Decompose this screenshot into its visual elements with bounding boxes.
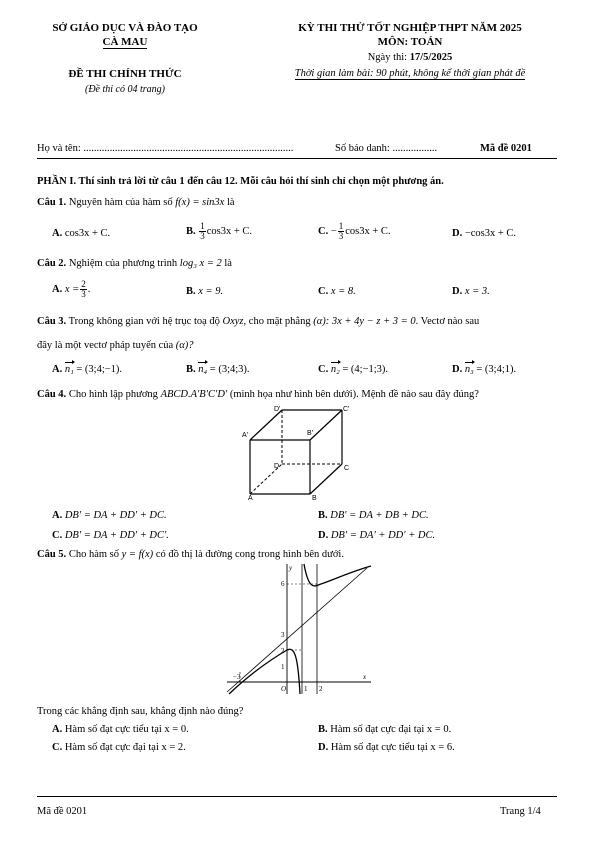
option-text: DB′ = DA + DD′ + DC. xyxy=(64,510,167,521)
option-text: = (3;4;3). xyxy=(207,364,250,375)
question-text-2: , cho mặt phẳng xyxy=(243,316,311,327)
question-1 xyxy=(37,197,235,208)
exam-date-label: Ngày thi: xyxy=(367,52,408,63)
question-3 xyxy=(37,316,479,327)
q2-option-a[interactable] xyxy=(52,280,90,299)
option-label: D. xyxy=(452,286,463,297)
option-label: D. xyxy=(318,530,329,541)
page-number: Trang 1/4 xyxy=(500,806,541,817)
official-exam-label: ĐỀ THI CHÍNH THỨC xyxy=(68,68,182,80)
option-label: A. xyxy=(52,228,63,239)
exam-date xyxy=(255,52,565,63)
label-c: C xyxy=(344,465,350,472)
option-text: x = 8. xyxy=(330,286,356,297)
label-d: D xyxy=(274,463,280,470)
vector-symbol: n₄ xyxy=(198,364,208,375)
axis-label-y: y xyxy=(289,564,293,572)
part1-title: PHẦN I. Thí sinh trả lời từ câu 1 đến câu 12. Mỗi câu hỏi thí sinh chỉ chọn một phương án. xyxy=(37,176,444,187)
question-text: Cho hàm số xyxy=(68,549,119,560)
option-text: = (3;4;−1). xyxy=(73,364,123,375)
option-text: Hàm số đạt cực tiểu tại x = 6. xyxy=(330,742,455,753)
fraction xyxy=(199,222,206,241)
candidate-id-field[interactable]: Số báo danh: ................. xyxy=(335,143,438,154)
fraction-den: 3 xyxy=(338,231,344,241)
option-label: B. xyxy=(186,225,196,237)
q1-option-b[interactable] xyxy=(186,222,252,241)
cube-name: ABCD.A′B′C′D′ xyxy=(160,389,228,400)
tick-x1: 1 xyxy=(304,685,308,693)
option-label: D. xyxy=(318,742,329,753)
cube-figure xyxy=(238,404,358,500)
fraction-num: 2 xyxy=(81,279,86,289)
edge-a1d1 xyxy=(250,410,282,440)
fraction-num: 1 xyxy=(338,221,344,231)
subject: MÔN: TOÁN xyxy=(377,36,443,48)
option-label: B. xyxy=(318,724,328,735)
q1-option-a[interactable] xyxy=(52,228,110,239)
q4-option-b[interactable] xyxy=(318,510,429,521)
option-text: = (4;−1;3). xyxy=(339,364,389,375)
q5-option-c[interactable] xyxy=(52,742,186,753)
question-tail: là xyxy=(226,197,235,208)
question-text: Nghiệm của phương trình xyxy=(68,258,178,269)
tick-x2: 2 xyxy=(319,685,323,693)
option-text: cos3x + C. xyxy=(64,228,111,239)
label-a: A xyxy=(248,495,253,500)
option-label: B. xyxy=(186,286,196,297)
exam-code: Mã đề 0201 xyxy=(480,143,532,154)
question-number: Câu 5. xyxy=(37,549,67,560)
dept-name: SỞ GIÁO DỤC VÀ ĐÀO TẠO xyxy=(52,22,198,34)
function-graph xyxy=(225,562,375,702)
curve-right-branch xyxy=(304,564,371,586)
option-text: x = 9. xyxy=(198,286,224,297)
option-text: cos3x + C. xyxy=(345,225,391,237)
tick-1: 1 xyxy=(281,663,285,671)
label-c1: C' xyxy=(343,406,350,413)
option-text: x = 3. xyxy=(464,286,490,297)
question-tail: là xyxy=(224,258,232,269)
q1-option-c[interactable]: C. − $\frac{1}{3}$ cos3x + C. xyxy=(318,221,391,241)
q2-option-b[interactable] xyxy=(186,286,223,297)
tick-minus3: −3 xyxy=(233,673,241,681)
question-text: đây là một vectơ pháp tuyến của xyxy=(37,340,174,351)
option-var: x = xyxy=(64,283,80,295)
option-text: cos3x + C. xyxy=(206,225,253,237)
q2-option-c[interactable] xyxy=(318,286,356,297)
fraction xyxy=(80,280,87,299)
tick-3: 3 xyxy=(281,631,285,639)
q4-option-c[interactable] xyxy=(52,530,169,541)
option-label: A. xyxy=(52,364,63,375)
footer-code: Mã đề 0201 xyxy=(37,806,88,817)
option-label: C. xyxy=(318,286,329,297)
label-d1: D' xyxy=(274,406,281,413)
option-text: = (3;4;1). xyxy=(473,364,517,375)
question-expr: f(x) = sin3x xyxy=(175,197,225,208)
fraction xyxy=(338,222,345,241)
q5-option-b[interactable] xyxy=(318,724,451,735)
question-text: Nguyên hàm của hàm số xyxy=(68,197,173,208)
question-text-2: (minh họa như hình bên dưới). Mệnh đề nào sau đây đúng? xyxy=(229,389,479,400)
question-5 xyxy=(37,549,344,560)
option-label: D. xyxy=(452,228,463,239)
fraction-den: 3 xyxy=(81,289,86,299)
option-label: A. xyxy=(52,283,63,295)
option-text: Hàm số đạt cực đại tại x = 0. xyxy=(330,724,452,735)
question-text-3: . Vectơ nào sau xyxy=(415,316,480,327)
option-text: Hàm số đạt cực đại tại x = 2. xyxy=(64,742,186,753)
coordinate-system: Oxyz xyxy=(222,316,244,327)
question-number: Câu 4. xyxy=(37,389,67,400)
option-text: DB′ = DA + DD′ + DC′. xyxy=(64,530,169,541)
footer-divider xyxy=(37,796,557,797)
candidate-name-field[interactable]: Họ và tên: ................................................................................ xyxy=(37,143,294,154)
tick-6: 6 xyxy=(281,580,285,588)
option-label: C. xyxy=(52,530,63,541)
question-number: Câu 3. xyxy=(37,316,67,327)
label-b1: B' xyxy=(307,430,314,437)
tick-2: 2 xyxy=(281,647,285,655)
option-label: B. xyxy=(318,510,328,521)
option-text: DB′ = DA + DB + DC. xyxy=(330,510,429,521)
option-label: C. xyxy=(52,742,63,753)
curve-left-branch xyxy=(229,649,300,694)
label-a1: A' xyxy=(242,432,249,439)
plane-equation: (α): 3x + 4y − z + 3 = 0 xyxy=(313,316,416,327)
fraction-num: 1 xyxy=(200,221,205,231)
exam-title: KỲ THI THỬ TỐT NGHIỆP THPT NĂM 2025 xyxy=(298,22,522,34)
option-text: DB′ = DA′ + DD′ + DC. xyxy=(330,530,436,541)
question-expr: log₃ x = 2 xyxy=(179,258,222,269)
question-text-2: có đồ thị là đường cong trong hình bên dưới. xyxy=(155,549,344,560)
q4-option-d[interactable] xyxy=(318,530,435,541)
exam-date-value: 17/5/2025 xyxy=(409,52,453,63)
option-text: . xyxy=(87,283,91,295)
axis-label-x: x xyxy=(363,673,367,681)
question-expr: y = f(x) xyxy=(121,549,154,560)
question-2 xyxy=(37,258,232,269)
vector-symbol: n₃ xyxy=(464,364,474,375)
label-b: B xyxy=(312,495,317,500)
q3-option-c[interactable] xyxy=(318,364,388,375)
q2-option-d[interactable] xyxy=(452,286,490,297)
option-label: A. xyxy=(52,510,63,521)
q3-option-b[interactable] xyxy=(186,364,250,375)
header-divider xyxy=(37,158,557,159)
province-text: CÀ MAU xyxy=(102,36,148,48)
option-text: −cos3x + C. xyxy=(464,228,517,239)
q1-option-d[interactable] xyxy=(452,228,516,239)
exam-duration-text: Thời gian làm bài: 90 phút, không kể thời gian phát đề xyxy=(294,68,526,79)
edge-bc xyxy=(310,464,342,494)
question-number: Câu 2. xyxy=(37,258,67,269)
vector-symbol: n₂ xyxy=(330,364,340,375)
oblique-asymptote xyxy=(227,568,367,692)
option-text: Hàm số đạt cực tiểu tại x = 0. xyxy=(64,724,189,735)
option-label: B. xyxy=(186,364,196,375)
q5-option-d[interactable] xyxy=(318,742,455,753)
q5-option-a[interactable] xyxy=(52,724,189,735)
option-label: D. xyxy=(452,364,463,375)
q3-option-a[interactable] xyxy=(52,364,122,375)
question-5-prompt: Trong các khẳng định sau, khẳng định nào đúng? xyxy=(37,706,244,717)
edge-b1c1 xyxy=(310,410,342,440)
question-text: Cho hình lập phương xyxy=(68,389,158,400)
q4-option-a[interactable] xyxy=(52,510,167,521)
q3-option-d[interactable] xyxy=(452,364,516,375)
fraction-den: 3 xyxy=(200,231,205,241)
option-label: C. xyxy=(318,364,329,375)
province-name xyxy=(40,36,210,48)
question-expr: (α)? xyxy=(175,340,194,351)
exam-duration xyxy=(245,68,575,79)
question-text: Trong không gian với hệ trục toạ độ xyxy=(68,316,220,327)
origin-label: O xyxy=(281,685,287,693)
vector-symbol: n₁ xyxy=(64,364,74,375)
question-4 xyxy=(37,389,479,400)
option-label: A. xyxy=(52,724,63,735)
question-3-line2 xyxy=(37,340,194,351)
page-count-note: (Đề thi có 04 trang) xyxy=(85,84,165,95)
option-label: C. xyxy=(318,225,329,237)
question-number: Câu 1. xyxy=(37,197,67,208)
